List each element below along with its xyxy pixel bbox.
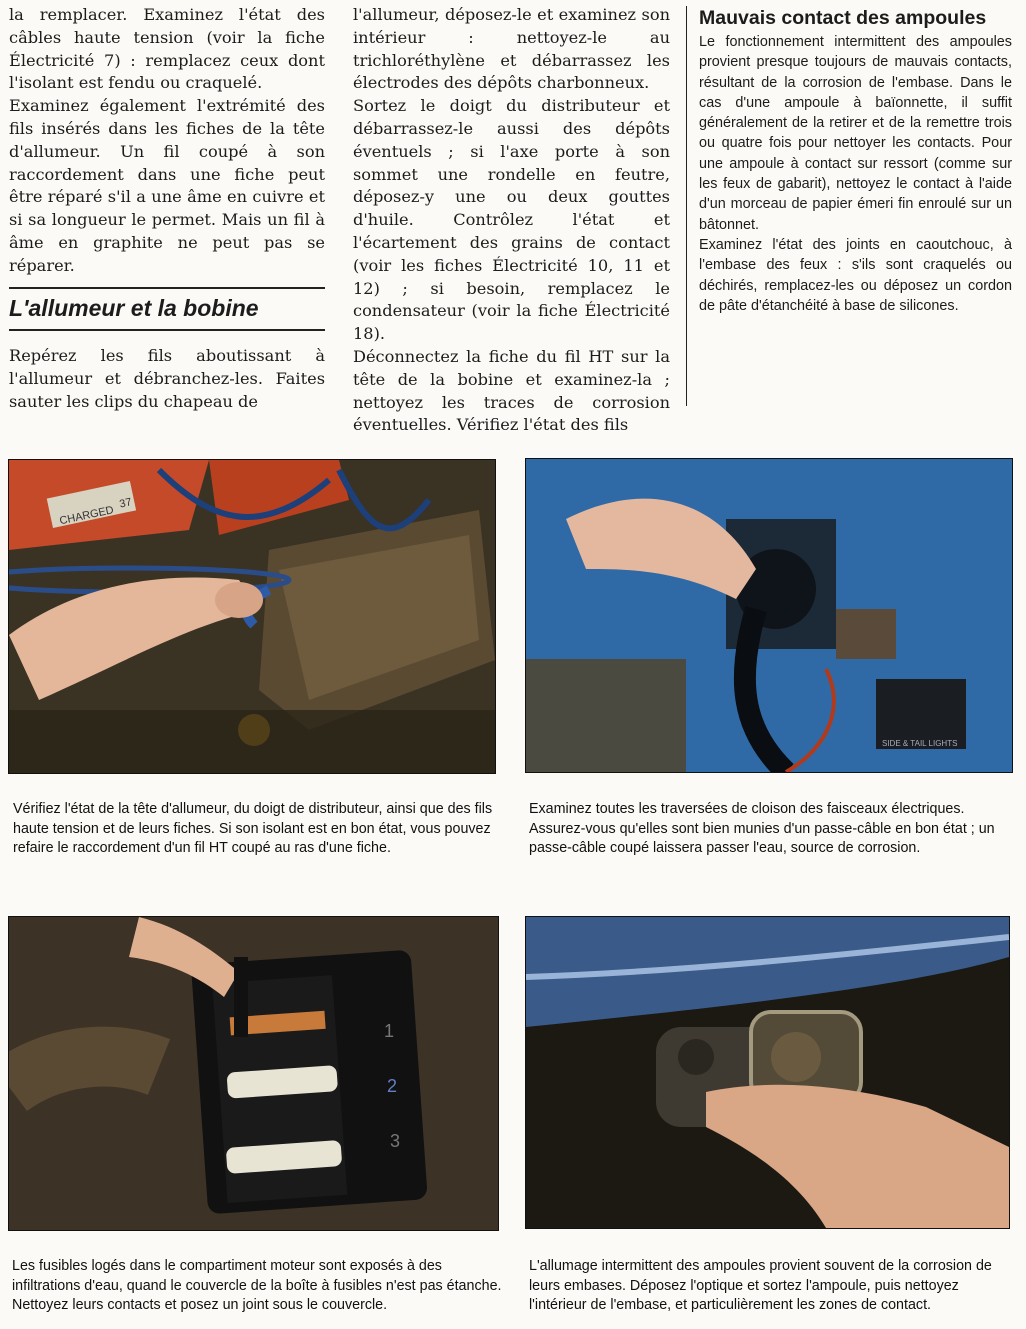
battery-number: 37 [118, 496, 133, 511]
paragraph: la remplacer. Examinez l'état des câbles haute tension (voir la fiche Électricité 7) : remplacez ceux dont l'isolant est fendu ou craquelé. [9, 5, 325, 93]
sidebar-title: Mauvais contact des ampoules [699, 7, 987, 29]
column-divider [686, 6, 687, 406]
sidebar-paragraph: Examinez l'état des joints en caoutchouc, à l'embase des feux : s'ils sont craquelés ou déchirés, remplacez-les ou déposez un cordon de pâte d'étanchéité à base de silicones. [699, 236, 1012, 314]
section-title: L'allumeur et la bobine [9, 295, 259, 321]
paragraph: l'allumeur, déposez-le et examinez son intérieur : nettoyez-le au trichloréthylène et débarrassez les électrodes des dépôts charbonneux. [353, 5, 670, 93]
caption-photo-2: Examinez toutes les traversées de cloison des faisceaux électriques. Assurez-vous qu'elles sont bien munies d'un passe-câble en bon état ; un passe-câble coupé laissera passer l'eau, source de corrosion. [529, 801, 995, 856]
fuse-number: 3 [390, 1131, 401, 1151]
sidebar-box [699, 6, 1012, 316]
caption-photo-3: Les fusibles logés dans le compartiment moteur sont exposés à des infiltrations d'eau, quand le couvercle de la boîte à fusibles n'est pas étanche. Nettoyez leurs contacts et posez un joint sous le couvercle. [12, 1258, 502, 1313]
text-column-middle [353, 4, 670, 437]
photo-bulkhead-grommet [525, 458, 1013, 773]
section-rule-bottom [9, 329, 325, 331]
fuse-number: 2 [387, 1076, 398, 1096]
section-rule-top [9, 287, 325, 289]
paragraph: Examinez également l'extrémité des fils insérés dans les fiches de la tête d'allumeur. Un fil coupé à son raccordement dans une fiche peut être réparé s'il a une âme en cuivre et si sa longueur le permet. Mais un fil à âme en graphite ne peut pas se réparer. [9, 96, 325, 275]
paragraph: Sortez le doigt du distributeur et débarrassez-le aussi des dépôts éventuels ; si l'axe porte à son sommet une rondelle en feutre, déposez-y une ou deux gouttes d'huile. Contrôlez l'état et l'écartement des grains de contact (voir les fiches Électricité 10, 11 et 12) ; si besoin, remplacez le condensateur (voir la fiche Électricité 18). [353, 96, 670, 344]
text-column-left-continued [9, 345, 325, 413]
caption-photo-1: Vérifiez l'état de la tête d'allumeur, du doigt de distributeur, ainsi que des fils haute tension et de leurs fiches. Si son isolant est en bon état, vous pouvez refaire le raccordement d'un fil HT coupé au ras d'une fiche. [13, 801, 493, 856]
photo-lamp-holder [525, 916, 1010, 1229]
photo-distributor-wires [8, 459, 496, 774]
sidebar-paragraph: Le fonctionnement intermittent des ampoules provient presque toujours de mauvais contacts, résultant de la corrosion de l'embase. Dans le cas d'une ampoule à baïonnette, il suffit généralement de la retirer et de la remettre trois ou quatre fois pour nettoyer les contacts. Pour une ampoule à contact sur ressort (comme sur les feux de gabarit), nettoyez le contact à l'aide d'un morceau de papier émeri fin enroulé sur un bâtonnet. [699, 34, 1012, 233]
text-column-left [9, 4, 325, 278]
battery-label: CHARGED [58, 504, 115, 528]
paragraph: Déconnectez la fiche du fil HT sur la tête de la bobine et examinez-la ; nettoyez les traces de corrosion éventuelles. Vérifiez l'état des fils [353, 346, 670, 435]
fuse-number: 1 [384, 1021, 395, 1041]
photo-fuse-box [8, 916, 499, 1231]
paragraph: Repérez les fils aboutissant à l'allumeur et débranchez-les. Faites sauter les clips du chapeau de [9, 346, 325, 411]
relay-label: SIDE & TAIL LIGHTS [882, 739, 958, 748]
caption-photo-4: L'allumage intermittent des ampoules provient souvent de la corrosion de leurs embases. Déposez l'optique et sortez l'ampoule, puis nettoyez l'intérieur de l'embase, et particulièrement les zones de contact. [529, 1258, 992, 1313]
